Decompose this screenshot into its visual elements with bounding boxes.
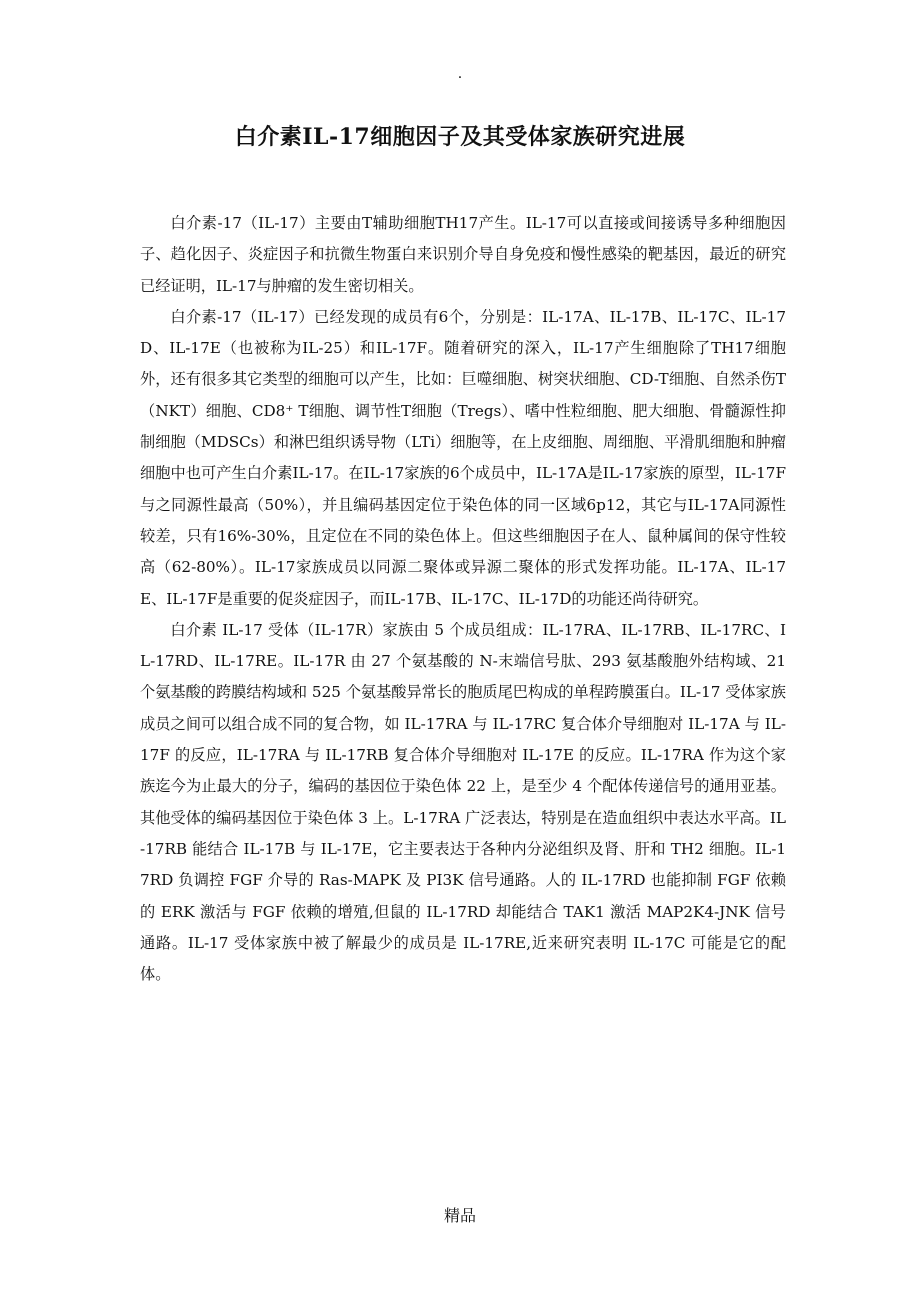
document-body xyxy=(140,208,786,990)
document-title: 白介素IL-17细胞因子及其受体家族研究进展 xyxy=(234,124,686,150)
paragraph-3: 白介素 IL-17 受体（IL-17R）家族由 5 个成员组成：IL-17RA、IL-17RB、IL-17RC、IL-17RD、IL-17RE。IL-17R 由 27 个氨基酸的 N-末端信号肽、293 氨基酸胞外结构域、21 个氨基酸的跨膜结构域和 525 个氨基酸异常长的胞质尾巴构成的单程跨膜蛋白。IL-17 受体家族成员之间可以组合成不同的复合物，如 IL-17RA 与 IL-17RC 复合体介导细胞对 IL-17A 与 IL-17F 的反应，IL-17RA 与 IL-17RB 复合体介导细胞对 IL-17E 的反应。IL-17RA 作为这个家族迄今为止最大的分子，编码的基因位于染色体 22 上，是至少 4 个配体传递信号的通用亚基。其他受体的编码基因位于染色体 3 上。L-17RA 广泛表达，特别是在造血组织中表达水平高。IL-17RB 能结合 IL-17B 与 IL-17E，它主要表达于各种内分泌组织及肾、肝和 TH2 细胞。IL-17RD 负调控 FGF 介导的 Ras-MAPK 及 PI3K 信号通路。人的 IL-17RD 也能抑制 FGF 依赖的 ERK 激活与 FGF 依赖的增殖,但鼠的 IL-17RD 却能结合 TAK1 激活 MAP2K4-JNK 信号通路。IL-17 受体家族中被了解最少的成员是 IL-17RE,近来研究表明 IL-17C 可能是它的配体。 xyxy=(140,620,786,984)
footer-label: 精品 xyxy=(443,1206,476,1225)
paragraph-2: 白介素-17（IL-17）已经发现的成员有6个，分别是：IL-17A、IL-17B、IL-17C、IL-17D、IL-17E（也被称为IL-25）和IL-17F。随着研究的深入，IL-17产生细胞除了TH17细胞外，还有很多其它类型的细胞可以产生，比如：巨噬细胞、树突状细胞、CD-T细胞、自然杀伤T（NKT）细胞、CD8⁺ T细胞、调节性T细胞（Tregs）、嗜中性粒细胞、肥大细胞、骨髓源性抑制细胞（MDSCs）和淋巴组织诱导物（LTi）细胞等，在上皮细胞、周细胞、平滑肌细胞和肿瘤细胞中也可产生白介素IL-17。在IL-17家族的6个成员中，IL-17A是IL-17家族的原型，IL-17F与之同源性最高（50%），并且编码基因定位于染色体的同一区域6p12，其它与IL-17A同源性较差，只有16%-30%，且定位在不同的染色体上。但这些细胞因子在人、鼠种属间的保守性较高（62-80%）。IL-17家族成员以同源二聚体或异源二聚体的形式发挥功能。IL-17A、IL-17E、IL-17F是重要的促炎症因子，而IL-17B、IL-17C、IL-17D的功能还尚待研究。 xyxy=(140,307,786,608)
header-mark: . xyxy=(457,66,463,82)
paragraph-1: 白介素-17（IL-17）主要由T辅助细胞TH17产生。IL-17可以直接或间接诱导多种细胞因子、趋化因子、炎症因子和抗微生物蛋白来识别介导自身免疫和慢性感染的靶基因，最近的研究已经证明，IL-17与肿瘤的发生密切相关。 xyxy=(140,214,786,295)
